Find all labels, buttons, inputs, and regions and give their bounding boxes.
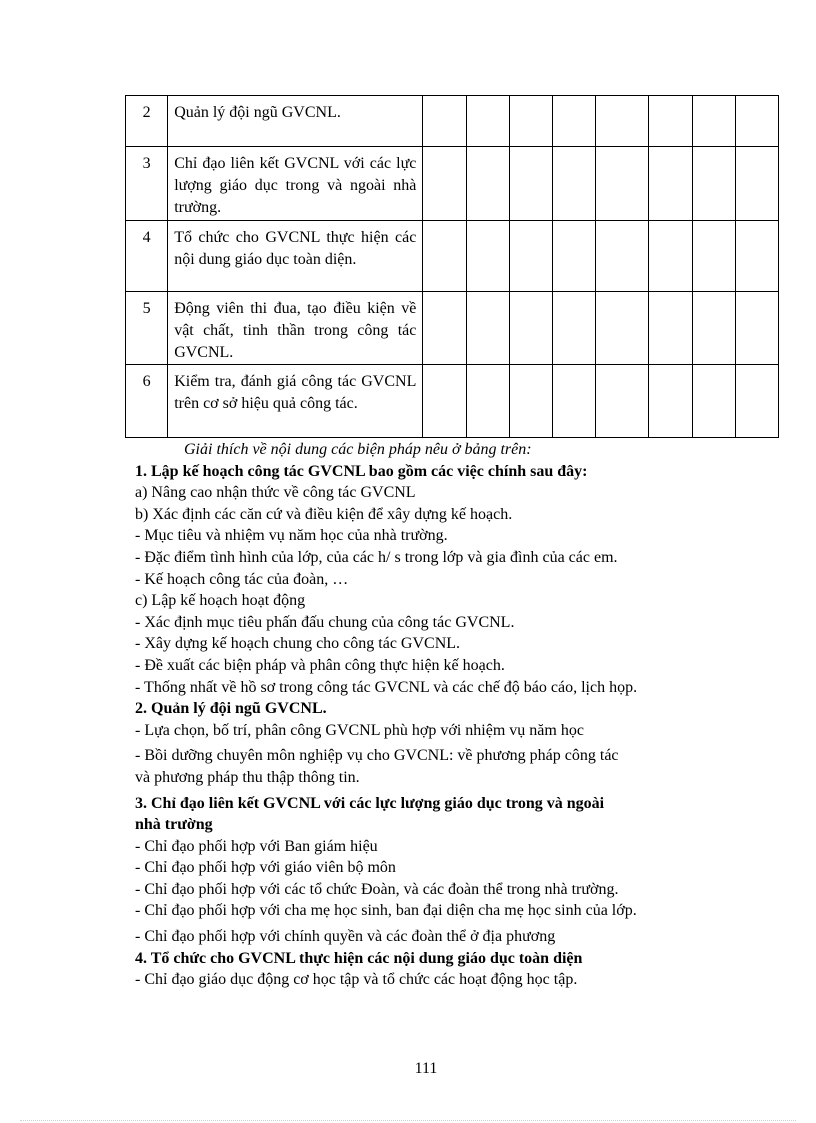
paragraph-line: - Thống nhất về hồ sơ trong công tác GVCNL và các chế độ báo cáo, lịch họp. <box>135 678 638 696</box>
rating-cell <box>466 365 509 438</box>
paragraph-line: - Đề xuất các biện pháp và phân công thực hiện kế hoạch. <box>135 656 505 674</box>
measure-text: Chỉ đạo liên kết GVCNL với các lực lượng giáo dục trong và ngoài nhà trường. <box>168 147 423 221</box>
paragraph-line: - Chỉ đạo phối hợp với giáo viên bộ môn <box>135 859 396 877</box>
rating-cell <box>649 292 692 365</box>
rating-cell <box>735 292 778 365</box>
rating-cell <box>735 221 778 292</box>
rating-cell <box>649 96 692 147</box>
paragraph-line: c) Lập kế hoạch hoạt động <box>135 592 306 610</box>
measure-text: Quản lý đội ngũ GVCNL. <box>168 96 423 147</box>
paragraph-line: - Xây dựng kế hoạch chung cho công tác GVCNL. <box>135 635 461 653</box>
evaluation-table-container <box>125 95 779 438</box>
row-number: 5 <box>126 292 168 365</box>
rating-cell <box>423 292 466 365</box>
paragraph-line: - Chỉ đạo phối hợp với chính quyền và các đoàn thể ở địa phương <box>135 928 556 946</box>
measure-text: Động viên thi đua, tạo điều kiện về vật chất, tinh thần trong công tác GVCNL. <box>168 292 423 365</box>
evaluation-table <box>125 95 779 438</box>
explanation-section <box>135 439 735 991</box>
paragraph-line: b) Xác định các căn cứ và điều kiện để xây dựng kế hoạch. <box>135 505 513 523</box>
rating-cell <box>735 365 778 438</box>
row-number: 3 <box>126 147 168 221</box>
rating-cell <box>649 365 692 438</box>
explanation-caption: Giải thích về nội dung các biện pháp nêu ở bảng trên: <box>184 441 532 458</box>
rating-cell <box>509 221 552 292</box>
section-heading: 1. Lập kế hoạch công tác GVCNL bao gồm các việc chính sau đây: <box>135 462 588 480</box>
paragraph-line: - Chỉ đạo phối hợp với cha mẹ học sinh, ban đại diện cha mẹ học sinh của lớp. <box>135 902 637 920</box>
measure-text: Tổ chức cho GVCNL thực hiện các nội dung giáo dục toàn diện. <box>168 221 423 292</box>
page-number: 111 <box>414 1060 438 1077</box>
rating-cell <box>423 221 466 292</box>
rating-cell <box>552 221 595 292</box>
rating-cell <box>466 292 509 365</box>
paragraph-line: - Kế hoạch công tác của đoàn, … <box>135 570 349 588</box>
paragraph-line: a) Nâng cao nhận thức về công tác GVCNL <box>135 484 416 502</box>
rating-cell <box>423 147 466 221</box>
rating-cell <box>552 365 595 438</box>
rating-cell <box>466 147 509 221</box>
section-heading-continued: nhà trường <box>135 816 213 834</box>
table-row <box>126 221 779 292</box>
rating-cell <box>692 221 735 292</box>
rating-cell <box>692 147 735 221</box>
rating-cell <box>596 292 649 365</box>
rating-cell <box>596 365 649 438</box>
page-bottom-divider <box>20 1120 796 1121</box>
paragraph-line: - Chỉ đạo phối hợp với các tổ chức Đoàn, và các đoàn thể trong nhà trường. <box>135 880 619 898</box>
row-number: 6 <box>126 365 168 438</box>
paragraph-line: - Chỉ đạo phối hợp với Ban giám hiệu <box>135 837 378 855</box>
table-row <box>126 365 779 438</box>
rating-cell <box>735 96 778 147</box>
paragraph-line: - Mục tiêu và nhiệm vụ năm học của nhà trường. <box>135 527 448 545</box>
rating-cell <box>552 96 595 147</box>
measure-text: Kiểm tra, đánh giá công tác GVCNL trên cơ sở hiệu quả công tác. <box>168 365 423 438</box>
row-number: 4 <box>126 221 168 292</box>
paragraph-line: và phương pháp thu thập thông tin. <box>135 768 360 786</box>
section-heading: 4. Tổ chức cho GVCNL thực hiện các nội dung giáo dục toàn diện <box>135 949 583 967</box>
section-heading: 2. Quản lý đội ngũ GVCNL. <box>135 700 327 718</box>
paragraph-line: - Chỉ đạo giáo dục động cơ học tập và tổ chức các hoạt động học tập. <box>135 971 578 989</box>
table-row <box>126 292 779 365</box>
rating-cell <box>552 292 595 365</box>
section-heading: 3. Chỉ đạo liên kết GVCNL với các lực lượng giáo dục trong và ngoài <box>135 794 605 812</box>
rating-cell <box>509 96 552 147</box>
rating-cell <box>596 96 649 147</box>
rating-cell <box>692 292 735 365</box>
paragraph-line: - Lựa chọn, bố trí, phân công GVCNL phù hợp với nhiệm vụ năm học <box>135 721 584 739</box>
rating-cell <box>735 147 778 221</box>
row-number: 2 <box>126 96 168 147</box>
rating-cell <box>596 147 649 221</box>
rating-cell <box>692 365 735 438</box>
rating-cell <box>649 221 692 292</box>
rating-cell <box>466 221 509 292</box>
table-row <box>126 96 779 147</box>
paragraph-line: - Đặc điểm tình hình của lớp, của các h/ s trong lớp và gia đình của các em. <box>135 548 618 566</box>
paragraph-line: - Xác định mục tiêu phấn đấu chung của công tác GVCNL. <box>135 613 515 631</box>
rating-cell <box>466 96 509 147</box>
rating-cell <box>509 292 552 365</box>
paragraph-line: - Bồi dưỡng chuyên môn nghiệp vụ cho GVCNL: về phương pháp công tác <box>135 747 619 765</box>
rating-cell <box>423 365 466 438</box>
rating-cell <box>423 96 466 147</box>
rating-cell <box>552 147 595 221</box>
rating-cell <box>509 147 552 221</box>
rating-cell <box>596 221 649 292</box>
rating-cell <box>509 365 552 438</box>
table-row <box>126 147 779 221</box>
rating-cell <box>649 147 692 221</box>
rating-cell <box>692 96 735 147</box>
